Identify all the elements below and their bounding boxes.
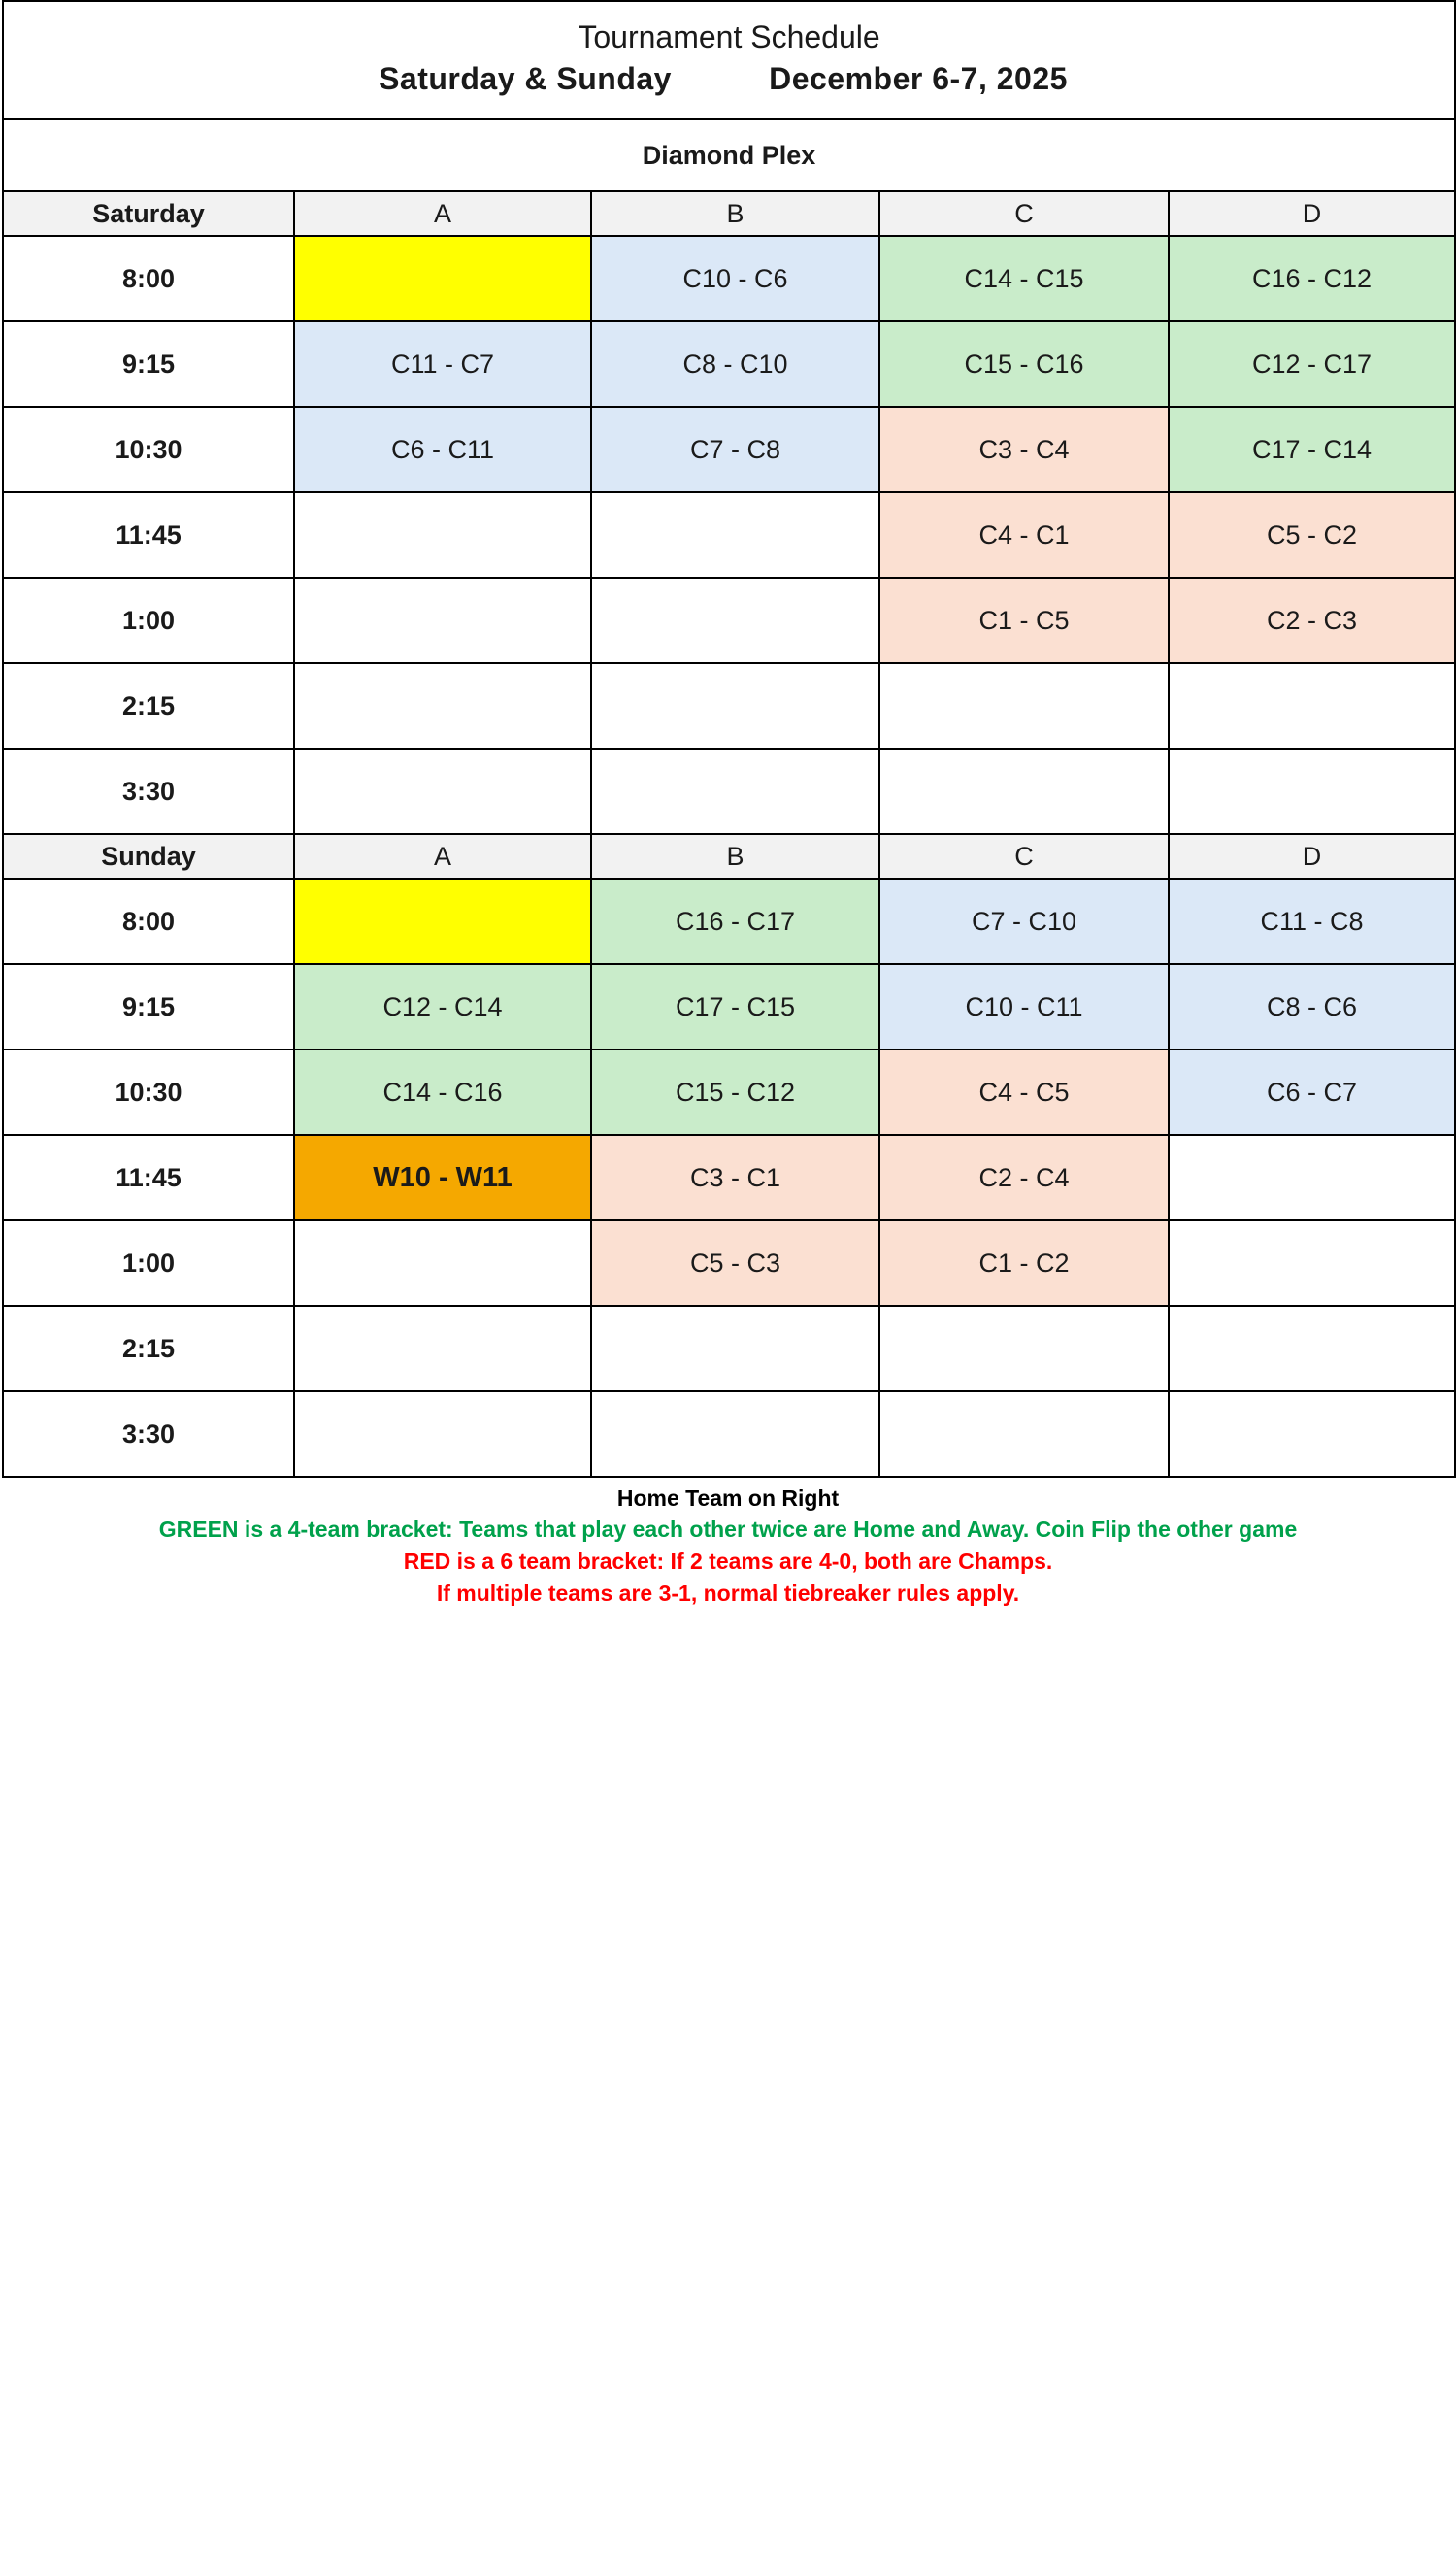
game-cell: C3 - C1: [591, 1135, 879, 1220]
game-cell: [294, 663, 591, 749]
table-row: [3, 879, 1455, 964]
table-row: [3, 407, 1455, 492]
game-cell: [591, 663, 879, 749]
table-row: [3, 1306, 1455, 1391]
column-header-d: D: [1169, 834, 1455, 879]
table-row: [3, 964, 1455, 1049]
game-cell: [1169, 749, 1455, 834]
game-cell: C11 - C7: [294, 321, 591, 407]
game-cell: C14 - C15: [879, 236, 1169, 321]
game-cell: C6 - C7: [1169, 1049, 1455, 1135]
game-cell: [294, 879, 591, 964]
game-cell: C12 - C17: [1169, 321, 1455, 407]
game-cell: C15 - C12: [591, 1049, 879, 1135]
time-label: 8:00: [3, 236, 294, 321]
game-cell: [294, 1391, 591, 1477]
title-days: Saturday & Sunday: [379, 61, 672, 96]
column-header-d: D: [1169, 191, 1455, 236]
title-dates: December 6-7, 2025: [769, 61, 1068, 96]
game-cell: [294, 236, 591, 321]
game-cell: C1 - C5: [879, 578, 1169, 663]
game-cell: [294, 1306, 591, 1391]
table-row: [3, 492, 1455, 578]
game-cell: C6 - C11: [294, 407, 591, 492]
sunday-header-row: [3, 834, 1455, 879]
game-cell: C5 - C2: [1169, 492, 1455, 578]
sunday-label: Sunday: [3, 834, 294, 879]
venue-row: [3, 119, 1455, 191]
time-label: 8:00: [3, 879, 294, 964]
game-cell: [591, 1306, 879, 1391]
game-cell: C8 - C10: [591, 321, 879, 407]
game-cell: [294, 749, 591, 834]
title-subline: [4, 57, 1454, 100]
green-bracket-note: GREEN is a 4-team bracket: Teams that play each other twice are Home and Away. Coin Flip the other game: [158, 1516, 1298, 1542]
column-header-c: C: [879, 834, 1169, 879]
table-row: [3, 1220, 1455, 1306]
game-cell: [1169, 1306, 1455, 1391]
game-cell: C15 - C16: [879, 321, 1169, 407]
home-team-note: Home Team on Right: [616, 1485, 840, 1511]
column-header-b: B: [591, 834, 879, 879]
saturday-label: Saturday: [3, 191, 294, 236]
time-label: 1:00: [3, 578, 294, 663]
time-label: 10:30: [3, 1049, 294, 1135]
column-header-a: A: [294, 191, 591, 236]
game-cell: C5 - C3: [591, 1220, 879, 1306]
game-cell: C8 - C6: [1169, 964, 1455, 1049]
game-cell: C3 - C4: [879, 407, 1169, 492]
table-row: [3, 1391, 1455, 1477]
game-cell: C16 - C12: [1169, 236, 1455, 321]
game-cell: [1169, 1135, 1455, 1220]
time-label: 9:15: [3, 964, 294, 1049]
game-cell: C17 - C15: [591, 964, 879, 1049]
game-cell: C10 - C6: [591, 236, 879, 321]
venue-name: Diamond Plex: [3, 119, 1455, 191]
tournament-schedule-table: [2, 0, 1456, 1478]
time-label: 9:15: [3, 321, 294, 407]
game-cell: [591, 492, 879, 578]
time-label: 2:15: [3, 1306, 294, 1391]
game-cell: [1169, 663, 1455, 749]
game-cell: C4 - C5: [879, 1049, 1169, 1135]
game-cell: [1169, 1220, 1455, 1306]
game-cell: C10 - C11: [879, 964, 1169, 1049]
game-cell: [879, 1306, 1169, 1391]
red-bracket-note-1: RED is a 6 team bracket: If 2 teams are 4-0, both are Champs.: [403, 1549, 1053, 1574]
title-row: [3, 1, 1455, 119]
game-cell: C14 - C16: [294, 1049, 591, 1135]
game-cell: C16 - C17: [591, 879, 879, 964]
time-label: 3:30: [3, 1391, 294, 1477]
table-row: [3, 321, 1455, 407]
game-cell: [294, 1220, 591, 1306]
title-cell: [3, 1, 1455, 119]
time-label: 3:30: [3, 749, 294, 834]
game-cell: C12 - C14: [294, 964, 591, 1049]
game-cell: [294, 492, 591, 578]
time-label: 10:30: [3, 407, 294, 492]
table-row: [3, 663, 1455, 749]
time-label: 2:15: [3, 663, 294, 749]
game-cell: [879, 1391, 1169, 1477]
game-cell: W10 - W11: [294, 1135, 591, 1220]
table-row: [3, 1135, 1455, 1220]
time-label: 11:45: [3, 492, 294, 578]
time-label: 11:45: [3, 1135, 294, 1220]
game-cell: C2 - C3: [1169, 578, 1455, 663]
footer-notes: [2, 1478, 1454, 1610]
column-header-a: A: [294, 834, 591, 879]
game-cell: [591, 1391, 879, 1477]
game-cell: C4 - C1: [879, 492, 1169, 578]
game-cell: [591, 578, 879, 663]
table-row: [3, 578, 1455, 663]
table-row: [3, 749, 1455, 834]
game-cell: [879, 749, 1169, 834]
game-cell: [294, 578, 591, 663]
column-header-c: C: [879, 191, 1169, 236]
red-bracket-note-2: If multiple teams are 3-1, normal tiebreaker rules apply.: [436, 1581, 1020, 1606]
page-title: Tournament Schedule: [578, 19, 880, 54]
game-cell: [591, 749, 879, 834]
time-label: 1:00: [3, 1220, 294, 1306]
game-cell: [1169, 1391, 1455, 1477]
game-cell: C7 - C10: [879, 879, 1169, 964]
column-header-b: B: [591, 191, 879, 236]
game-cell: C11 - C8: [1169, 879, 1455, 964]
table-row: [3, 236, 1455, 321]
table-row: [3, 1049, 1455, 1135]
game-cell: C7 - C8: [591, 407, 879, 492]
saturday-header-row: [3, 191, 1455, 236]
game-cell: [879, 663, 1169, 749]
game-cell: C2 - C4: [879, 1135, 1169, 1220]
game-cell: C17 - C14: [1169, 407, 1455, 492]
game-cell: C1 - C2: [879, 1220, 1169, 1306]
